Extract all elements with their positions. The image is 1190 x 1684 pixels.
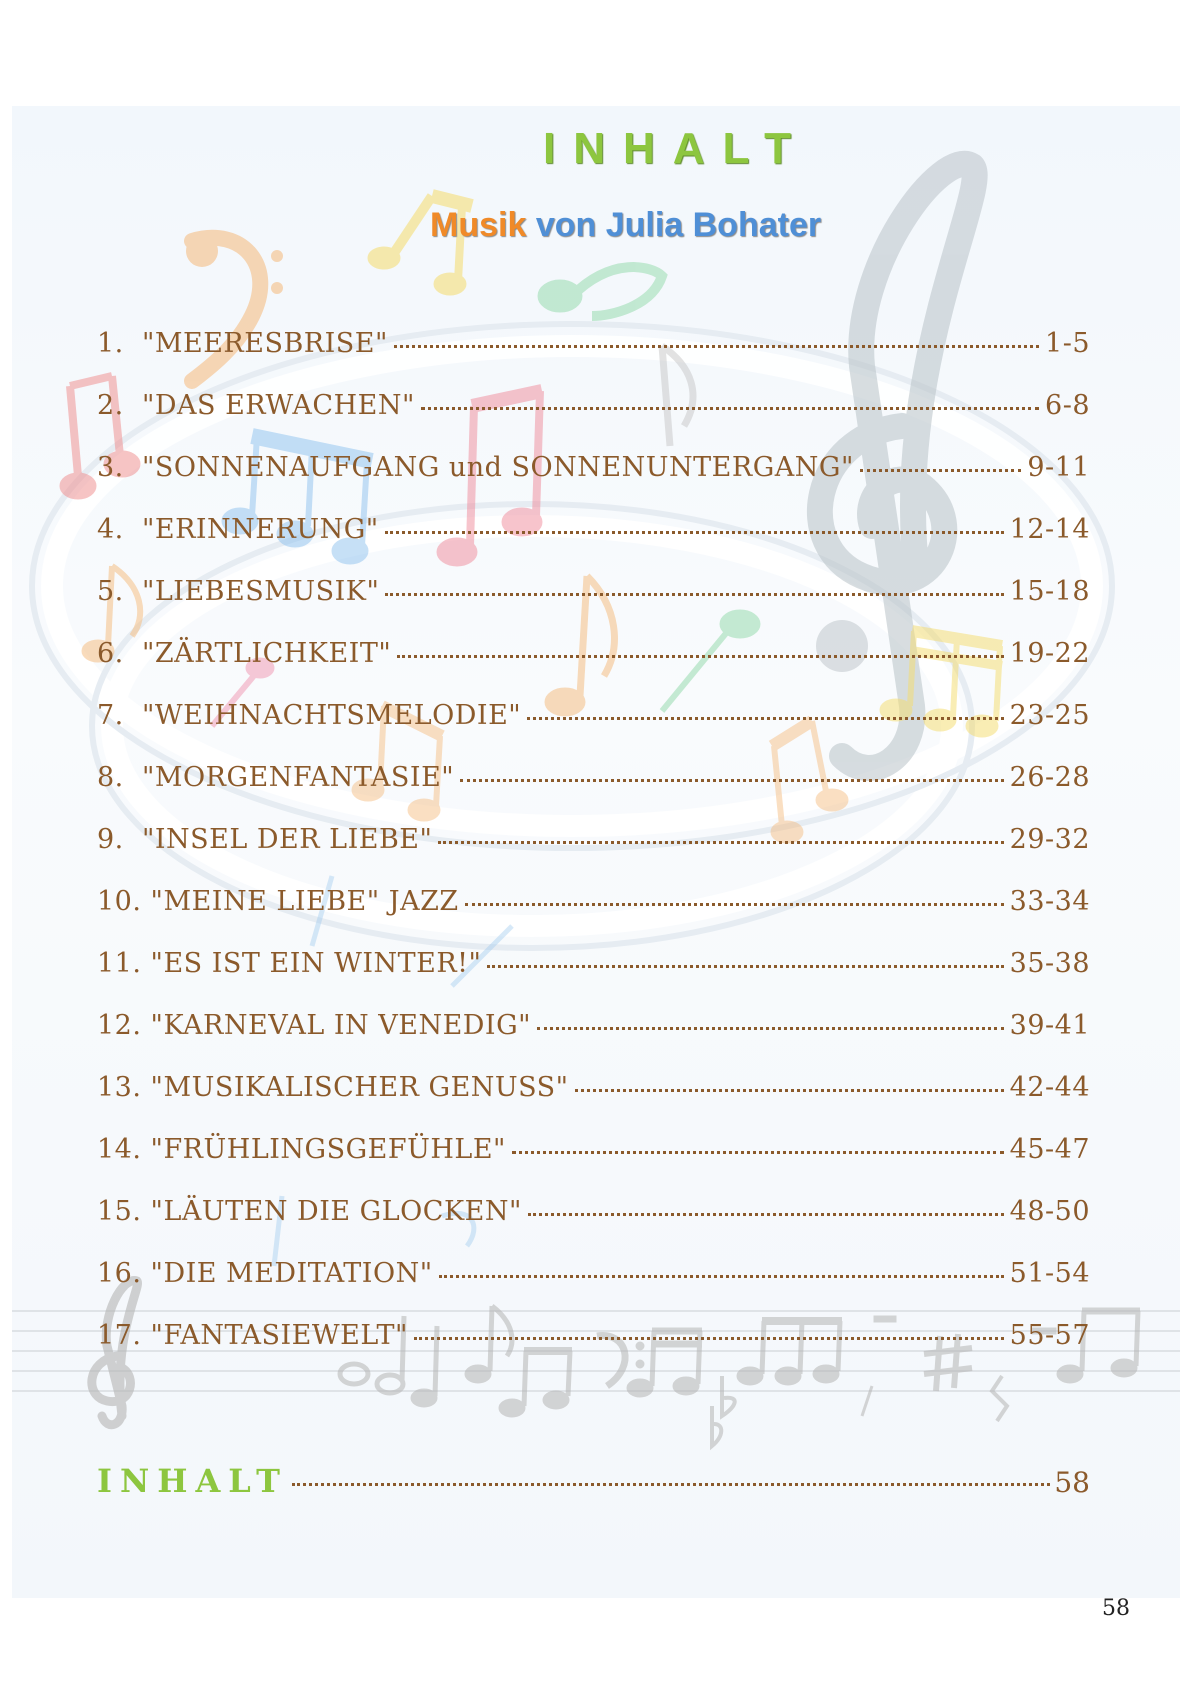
toc-entry[interactable] (97, 824, 1090, 886)
toc-leader (537, 1027, 1004, 1030)
toc-pages: 15-18 (1009, 576, 1090, 607)
subtitle (430, 206, 821, 245)
toc-entry[interactable] (97, 1320, 1090, 1382)
toc-leader (860, 469, 1021, 472)
toc-entry[interactable] (97, 1072, 1090, 1134)
toc-pages: 19-22 (1009, 638, 1090, 669)
toc-pages: 48-50 (1009, 1196, 1090, 1227)
toc-entry[interactable] (97, 1196, 1090, 1258)
toc-number: 4. (97, 514, 142, 545)
toc-pages: 55-57 (1009, 1320, 1090, 1351)
toc-number: 9. (97, 824, 142, 855)
toc-entry[interactable] (97, 390, 1090, 452)
page-number: 58 (1102, 1596, 1130, 1621)
toc-number: 6. (97, 638, 142, 669)
toc-title: "LIEBESMUSIK" (141, 576, 380, 607)
toc-title: "WEIHNACHTSMELODIE" (141, 700, 522, 731)
toc-title: "MEERESBRISE" (141, 328, 388, 359)
toc-leader (465, 903, 1004, 906)
toc-pages: 33-34 (1009, 886, 1090, 917)
toc-number: 5. (97, 576, 142, 607)
toc-number: 1. (97, 328, 142, 359)
toc-number: 8. (97, 762, 142, 793)
toc-leader (487, 965, 1003, 968)
toc-leader (512, 1151, 1004, 1154)
toc-title: "KARNEVAL IN VENEDIG" (150, 1010, 532, 1041)
toc-entry[interactable] (97, 700, 1090, 762)
toc-leader (385, 593, 1003, 596)
toc-leader (397, 655, 1003, 658)
toc-number: 3. (97, 452, 142, 483)
toc-pages: 6-8 (1045, 390, 1090, 421)
page-title: INHALT (542, 124, 810, 173)
toc-title: "FANTASIEWELT" (150, 1320, 408, 1351)
toc-pages: 26-28 (1009, 762, 1090, 793)
toc-title: "LÄUTEN DIE GLOCKEN" (150, 1196, 522, 1227)
toc-title: "SONNENAUFGANG und SONNENUNTERGANG" (141, 452, 854, 483)
footer-toc-entry[interactable] (97, 1462, 1090, 1500)
toc-entry[interactable] (97, 1258, 1090, 1320)
flat-icon (712, 1406, 721, 1446)
toc-pages: 45-47 (1009, 1134, 1090, 1165)
subtitle-music: Musik (430, 206, 527, 244)
toc-pages: 12-14 (1009, 514, 1090, 545)
toc-title: "DIE MEDITATION" (150, 1258, 433, 1289)
toc-number: 11. (97, 948, 151, 979)
toc-entry[interactable] (97, 1010, 1090, 1072)
toc-pages: 9-11 (1027, 452, 1090, 483)
toc-pages: 42-44 (1009, 1072, 1090, 1103)
toc-number: 14. (97, 1134, 151, 1165)
subtitle-composer: von Julia Bohater (535, 206, 822, 244)
toc-title: "MUSIKALISCHER GENUSS" (150, 1072, 569, 1103)
toc-title: "MEINE LIEBE" JAZZ (150, 886, 459, 917)
toc-leader (528, 1213, 1004, 1216)
toc-entry[interactable] (97, 762, 1090, 824)
toc-entry[interactable] (97, 886, 1090, 948)
toc-title: "MORGENFANTASIE" (141, 762, 455, 793)
toc-entry[interactable] (97, 452, 1090, 514)
toc-entry[interactable] (97, 328, 1090, 390)
toc-number: 10. (97, 886, 151, 917)
toc-number: 13. (97, 1072, 151, 1103)
toc-number: 17. (97, 1320, 151, 1351)
toc-pages: 29-32 (1009, 824, 1090, 855)
footer-page-ref: 58 (1054, 1466, 1090, 1499)
toc-pages: 51-54 (1009, 1258, 1090, 1289)
toc-entry[interactable] (97, 948, 1090, 1010)
toc-leader (385, 531, 1004, 534)
toc-number: 12. (97, 1010, 151, 1041)
toc-entry[interactable] (97, 576, 1090, 638)
toc-title: "DAS ERWACHEN" (141, 390, 415, 421)
toc-pages: 1-5 (1045, 328, 1090, 359)
toc-leader (394, 345, 1039, 348)
toc-number: 15. (97, 1196, 151, 1227)
toc-leader (527, 717, 1003, 720)
toc-title: "ZÄRTLICHKEIT" (141, 638, 392, 669)
toc-number: 16. (97, 1258, 151, 1289)
eighth-note-icon (538, 267, 662, 316)
footer-title: INHALT (97, 1462, 288, 1500)
toc-number: 7. (97, 700, 142, 731)
toc-pages: 39-41 (1009, 1010, 1090, 1041)
toc-entry[interactable] (97, 514, 1090, 576)
toc-leader (575, 1089, 1004, 1092)
toc-pages: 35-38 (1009, 948, 1090, 979)
table-of-contents (97, 328, 1090, 1382)
toc-entry[interactable] (97, 638, 1090, 700)
toc-title: "INSEL DER LIEBE" (141, 824, 433, 855)
toc-entry[interactable] (97, 1134, 1090, 1196)
toc-pages: 23-25 (1009, 700, 1090, 731)
footer-leader (292, 1483, 1050, 1486)
toc-leader (421, 407, 1039, 410)
toc-leader (439, 1275, 1004, 1278)
toc-leader (460, 779, 1003, 782)
toc-title: "FRÜHLINGSGEFÜHLE" (150, 1134, 506, 1165)
toc-title: "ERINNERUNG" (141, 514, 379, 545)
toc-title: "ES IST EIN WINTER!" (150, 948, 482, 979)
toc-leader (438, 841, 1003, 844)
toc-leader (414, 1337, 1004, 1340)
toc-number: 2. (97, 390, 142, 421)
